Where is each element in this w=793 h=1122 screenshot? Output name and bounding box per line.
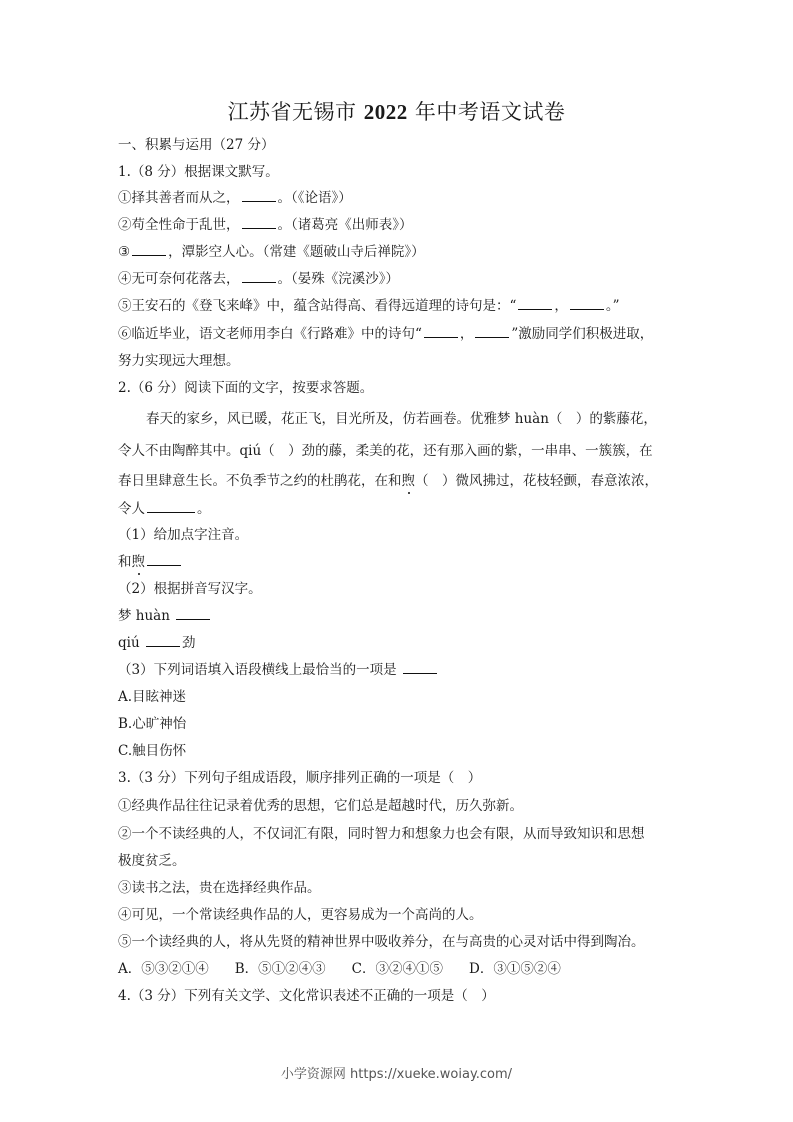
- q2-option-a: A.目眩神迷: [118, 689, 187, 705]
- q3-sentence-4: ④可见，一个常读经典作品的人，更容易成为一个高尚的人。: [118, 907, 483, 923]
- q2-sub1: （1）给加点字注音。: [118, 527, 249, 543]
- answer-blank[interactable]: [147, 500, 195, 513]
- q2-option-c: C.触目伤怀: [118, 743, 187, 759]
- answer-blank[interactable]: [242, 216, 276, 229]
- q3-option-c: C．③②④①⑤: [351, 961, 444, 977]
- q3-option-a: A．⑤③②①④: [118, 961, 209, 977]
- q1-item-4: ④无可奈何花落去， 。（晏殊《浣溪沙》）: [118, 271, 399, 287]
- q1-item-3: ③ ，潭影空人心。（常建《题破山寺后禅院》）: [118, 244, 425, 260]
- passage-line-2: 令人不由陶醉其中。qiú（ ）劲的藤，柔美的花，还有那入画的紫，一串串、一簇簇，在: [118, 443, 653, 459]
- section-heading: 一、积累与运用（27 分）: [118, 137, 275, 153]
- answer-blank[interactable]: [147, 553, 181, 566]
- q3-sentence-1: ①经典作品往往记录着优秀的思想，它们总是超越时代，历久弥新。: [118, 798, 523, 814]
- q1-item-5: ⑤王安石的《登飞来峰》中，蕴含站得高、看得远道理的诗句是：“ ， 。”: [118, 298, 620, 314]
- page-title: 江苏省无锡市 2022 年中考语文试卷: [227, 100, 566, 124]
- passage-line-3: 春日里肆意生长。不负季节之约的杜鹃花，在和煦（ ）微风拂过，花枝轻颤，春意浓浓，: [118, 473, 658, 489]
- q3-sentence-2: ②一个不读经典的人，不仅词汇有限，同时智力和想象力也会有限，从而导致知识和思想: [118, 826, 645, 842]
- q3-sentence-5: ⑤一个读经典的人，将从先贤的精神世界中吸收养分，在与高贵的心灵对话中得到陶冶。: [118, 934, 645, 950]
- answer-blank[interactable]: [570, 297, 604, 310]
- q2-option-b: B.心旷神怡: [118, 716, 187, 732]
- q2-sub2-b: qiú 劲: [118, 635, 196, 651]
- q3-option-d: D．③①⑤②④: [469, 961, 561, 977]
- passage-line-1: 春天的家乡，风已暖，花正飞，目光所及，仿若画卷。优雅梦 huàn（ ）的紫藤花，: [146, 411, 657, 427]
- footer-watermark: 小学资源网 https://xueke.woiay.com/: [280, 1067, 513, 1082]
- answer-blank[interactable]: [475, 325, 509, 338]
- q2-sub3: （3）下列词语填入语段横线上最恰当的一项是: [118, 661, 439, 679]
- q1-item-6: ⑥临近毕业，语文老师用李白《行路难》中的诗句“ ， ”激励同学们积极进取，: [118, 326, 654, 342]
- q2-sub1-word: 和煦: [118, 553, 183, 571]
- q4-stem: 4.（3 分）下列有关文学、文化常识表述不正确的一项是（ ）: [118, 988, 495, 1004]
- answer-blank[interactable]: [146, 634, 180, 647]
- q1-item-1: ①择其善者而从之， 。（《论语》）: [118, 190, 352, 206]
- passage-line-4: 令人 。: [118, 501, 211, 517]
- q2-sub2-a: 梦 huàn: [118, 607, 212, 625]
- answer-blank[interactable]: [424, 325, 458, 338]
- q2-stem: 2.（6 分）阅读下面的文字，按要求答题。: [118, 380, 374, 396]
- answer-blank[interactable]: [518, 297, 552, 310]
- q1-stem: 1.（8 分）根据课文默写。: [118, 164, 279, 180]
- answer-blank[interactable]: [176, 607, 210, 620]
- answer-blank[interactable]: [403, 661, 437, 674]
- q3-sentence-3: ③读书之法，贵在选择经典作品。: [118, 880, 321, 896]
- q1-item-2: ②苟全性命于乱世， 。（诸葛亮《出师表》）: [118, 217, 413, 233]
- answer-blank[interactable]: [242, 189, 276, 202]
- q3-options: [118, 960, 587, 978]
- q3-sentence-2-cont: 极度贫乏。: [118, 853, 186, 869]
- q1-item-6-cont: 努力实现远大理想。: [118, 353, 240, 369]
- q2-sub2: （2）根据拼音写汉字。: [118, 581, 262, 597]
- answer-blank[interactable]: [242, 270, 276, 283]
- q3-option-b: B．⑤①②④③: [234, 961, 326, 977]
- answer-blank[interactable]: [132, 243, 166, 256]
- q3-stem: 3.（3 分）下列句子组成语段，顺序排列正确的一项是（ ）: [118, 770, 482, 786]
